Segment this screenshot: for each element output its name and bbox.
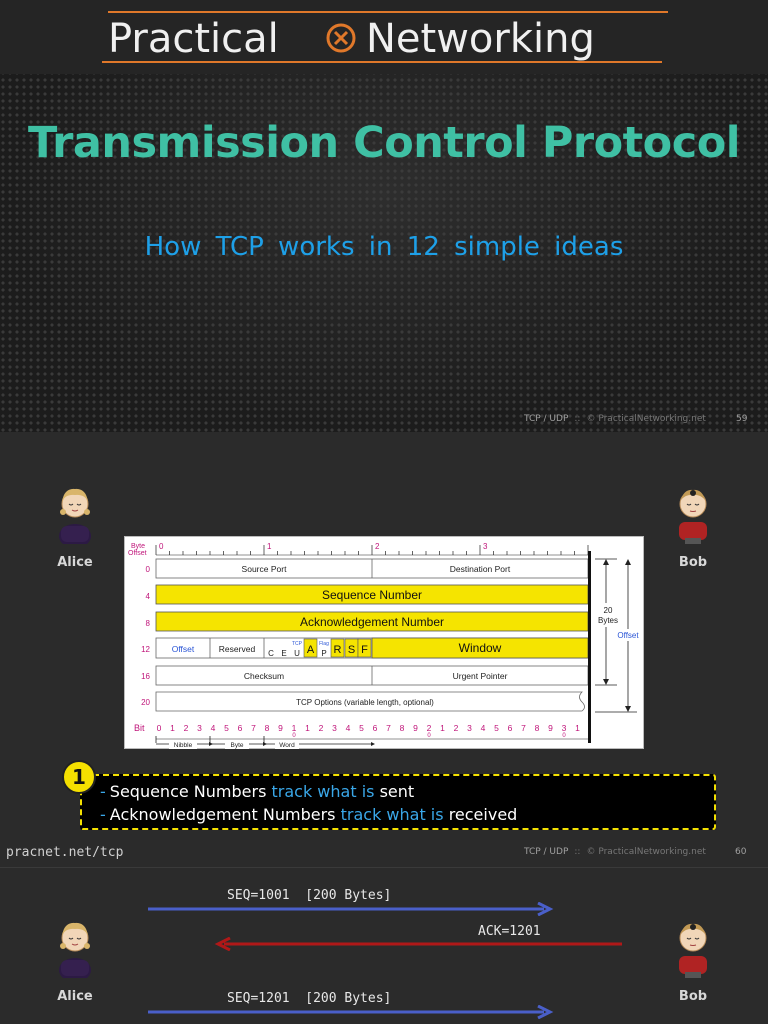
- bob-avatar: [670, 918, 716, 978]
- callout-line-1: [100, 780, 714, 803]
- flag-s: S: [347, 644, 356, 656]
- bit-number: 8: [399, 723, 405, 733]
- acknowledgement-number-field: Acknowledgement Number: [299, 615, 445, 629]
- byte-offset-label: Byte Offset: [128, 543, 147, 557]
- footer-section: TCP / UDP: [524, 847, 569, 857]
- callout-line-2-pre: Acknowledgement Numbers: [109, 805, 336, 824]
- bit-number: 9: [278, 723, 283, 733]
- seq-1001-label: SEQ=1001 [200 Bytes]: [227, 888, 392, 903]
- flag-tcp-note: TCP: [292, 641, 302, 647]
- row-offset: 16: [141, 672, 150, 681]
- bit-number: 3: [332, 723, 337, 733]
- arrow-alice-to-bob-1: [146, 902, 558, 916]
- footer-copyright: © PracticalNetworking.net: [586, 847, 706, 857]
- logo-bar: [0, 0, 768, 74]
- slide-title: Transmission Control Protocol: [28, 118, 740, 168]
- bit-number-tens: 0: [562, 733, 566, 739]
- ack-1201-label: ACK=1201: [478, 924, 541, 939]
- flag-c: C: [268, 649, 274, 658]
- page-number: 60: [735, 847, 747, 857]
- callout-line-1-highlight: track what is: [271, 782, 375, 801]
- bit-number-tens: 0: [427, 733, 431, 739]
- bit-number: 9: [548, 723, 553, 733]
- bit-number: 6: [372, 723, 378, 733]
- bit-number: 7: [521, 723, 526, 733]
- flag-p: P: [321, 649, 327, 658]
- bit-number: 4: [345, 723, 351, 733]
- row-offset: 0: [145, 565, 150, 574]
- logo-text-right: Networking: [366, 16, 595, 62]
- footer-separator: ::: [574, 847, 581, 857]
- callout-dash: -: [100, 805, 106, 824]
- bit-ruler: [157, 723, 581, 739]
- bit-number: 3: [467, 723, 472, 733]
- bit-number: 6: [237, 723, 243, 733]
- footer-separator: ::: [574, 414, 581, 424]
- logo-x-icon: [328, 25, 354, 51]
- bit-number: 5: [359, 723, 364, 733]
- idea-number-badge: 1: [62, 760, 96, 794]
- size-bytes-label: Bytes: [597, 616, 619, 625]
- bit-number: 4: [210, 723, 216, 733]
- bit-number: 8: [264, 723, 270, 733]
- bit-number: 2: [453, 723, 459, 733]
- bob-label: Bob: [678, 555, 708, 570]
- bit-number: 1: [440, 723, 445, 733]
- byte-marker: 0: [159, 542, 164, 551]
- alice-avatar: [52, 484, 98, 544]
- bit-number: 3: [561, 723, 567, 733]
- practical-networking-logo: [100, 6, 670, 68]
- tcp-options-field: TCP Options (variable length, optional): [296, 698, 434, 707]
- arrow-alice-to-bob-2: [146, 1005, 558, 1019]
- bit-number: 1: [575, 723, 580, 733]
- callout-line-2-post: received: [448, 805, 518, 824]
- row-offset: 8: [145, 619, 150, 628]
- bit-number: 8: [534, 723, 540, 733]
- seq-1201-label: SEQ=1201 [200 Bytes]: [227, 991, 392, 1006]
- callout-dash: -: [100, 782, 106, 801]
- flag-a: A: [306, 644, 315, 656]
- slide-footer: [524, 414, 706, 424]
- alice-avatar: [52, 918, 98, 978]
- bit-number: 7: [386, 723, 391, 733]
- pracnet-link[interactable]: pracnet.net/tcp: [6, 845, 124, 860]
- callout-line-2: [100, 803, 714, 826]
- logo-text-left: Practical: [108, 16, 279, 62]
- bit-number: 7: [251, 723, 256, 733]
- flag-r: R: [333, 644, 342, 656]
- byte-marker: 1: [267, 542, 272, 551]
- bob-avatar: [670, 484, 716, 544]
- destination-port-field: Destination Port: [449, 564, 511, 574]
- callout-line-2-highlight: track what is: [340, 805, 444, 824]
- arrow-bob-to-alice: [214, 937, 626, 951]
- offset-field: Offset: [171, 644, 195, 654]
- flag-f: F: [361, 644, 368, 656]
- bit-number: 1: [170, 723, 175, 733]
- bit-number: 2: [183, 723, 189, 733]
- bob-label: Bob: [678, 989, 708, 1004]
- window-field: Window: [458, 641, 502, 655]
- alice-label: Alice: [57, 989, 93, 1004]
- reserved-field: Reserved: [218, 644, 256, 654]
- byte-marker: 2: [375, 542, 380, 551]
- bit-label: Bit: [134, 723, 145, 733]
- slide-subtitle: How TCP works in 12 simple ideas: [144, 232, 624, 262]
- tcp-header-svg: [125, 537, 645, 750]
- bit-number: 1: [291, 723, 297, 733]
- flag-flag-note: Flag: [319, 641, 329, 647]
- bit-number: 2: [318, 723, 324, 733]
- bit-number: 6: [507, 723, 513, 733]
- row-offset: 12: [141, 645, 150, 654]
- flag-e: E: [281, 649, 287, 658]
- bit-number: 5: [494, 723, 499, 733]
- row-offset: 4: [145, 592, 150, 601]
- row-offset-labels: [141, 565, 150, 707]
- tcp-header-slide: [0, 434, 768, 864]
- row-offset: 20: [141, 698, 150, 707]
- slide-footer: [524, 847, 706, 857]
- top-ruler: [156, 542, 588, 555]
- footer-section: TCP / UDP: [524, 414, 569, 424]
- bit-number: 5: [224, 723, 229, 733]
- alice-label: Alice: [57, 555, 93, 570]
- nibble-label: Nibble: [173, 742, 193, 749]
- bit-number: 4: [480, 723, 486, 733]
- callout-line-1-post: sent: [379, 782, 415, 801]
- sequence-exchange-slide: [0, 867, 768, 1024]
- checksum-field: Checksum: [243, 671, 285, 681]
- bit-number-tens: 0: [292, 733, 296, 739]
- bit-number: 2: [426, 723, 432, 733]
- source-port-field: Source Port: [241, 564, 287, 574]
- offset-side-label: Offset: [617, 631, 639, 640]
- byte-unit-label: Byte: [230, 742, 244, 749]
- callout-line-1-pre: Sequence Numbers: [109, 782, 267, 801]
- bit-number: 3: [197, 723, 202, 733]
- bit-number: 9: [413, 723, 418, 733]
- bit-number: 1: [305, 723, 310, 733]
- byte-marker: 3: [483, 542, 488, 551]
- key-idea-callout: [80, 774, 716, 830]
- page-number: 59: [736, 414, 748, 424]
- word-label: Word: [279, 742, 295, 749]
- urgent-pointer-field: Urgent Pointer: [452, 671, 508, 681]
- title-slide: [0, 0, 768, 432]
- flag-u: U: [294, 649, 300, 658]
- sequence-number-field: Sequence Number: [321, 588, 423, 602]
- size-20-label: 20: [603, 606, 613, 615]
- bit-number: 0: [156, 723, 162, 733]
- footer-copyright: © PracticalNetworking.net: [586, 414, 706, 424]
- tcp-header-diagram: [124, 536, 644, 749]
